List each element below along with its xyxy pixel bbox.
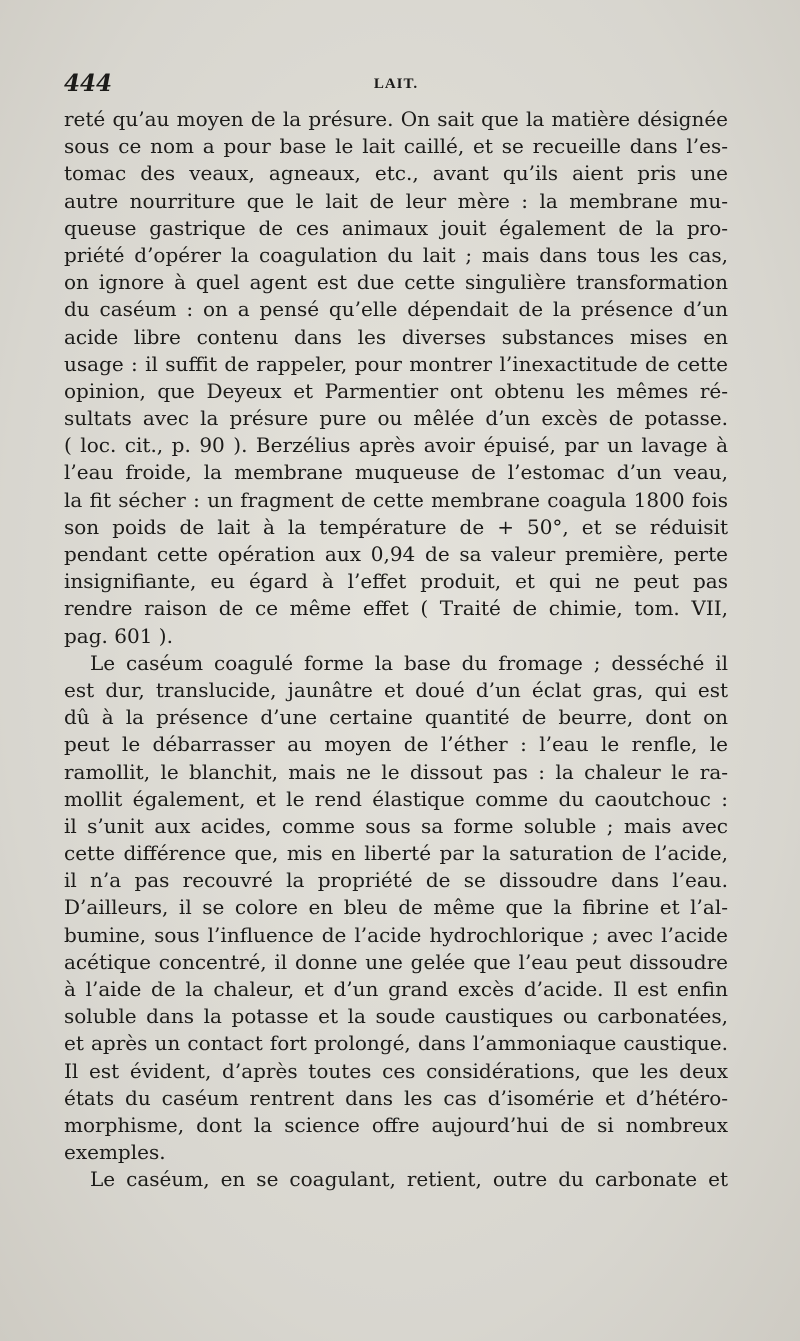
text-line: cette différence que, mis en liberté par la saturation de l’acide, <box>64 841 728 866</box>
text-line: tomac des veaux, agneaux, etc., avant qu’ils aient pris une <box>64 161 728 186</box>
text-line: exemples. <box>64 1140 166 1165</box>
text-line: à l’aide de la chaleur, et d’un grand excès d’acide. Il est enfin <box>64 977 728 1001</box>
text-line: reté qu’au moyen de la présure. On sait que la matière désignée <box>64 107 728 131</box>
text-line: bumine, sous l’influence de l’acide hydrochlorique ; avec l’acide <box>64 922 728 947</box>
text-line: pendant cette opération aux 0,94 de sa valeur première, perte <box>64 542 728 566</box>
page-header <box>64 70 728 100</box>
text-line: opinion, que Deyeux et Parmentier ont obtenu les mêmes ré- <box>64 378 728 403</box>
text-line: Il est évident, d’après toutes ces considérations, que les deux <box>64 1058 728 1083</box>
text-line: l’eau froide, la membrane muqueuse de l’estomac d’un veau, <box>64 460 728 485</box>
text-line: pag. 601 ). <box>64 623 173 648</box>
text-line: peut le débarrasser au moyen de l’éther : l’eau le renfle, le <box>64 732 728 757</box>
text-line: Le caséum, en se coagulant, retient, outre du carbonate et <box>90 1167 728 1192</box>
text-line: priété d’opérer la coagulation du lait ; mais dans tous les cas, <box>64 242 728 267</box>
text-line: la fit sécher : un fragment de cette membrane coagula 1800 fois <box>64 487 728 512</box>
text-line: états du caséum rentrent dans les cas d’isomérie et d’hétéro- <box>64 1085 728 1110</box>
text-line: mollit également, et le rend élastique comme du caoutchouc : <box>64 786 728 811</box>
page-number: 444 <box>64 70 113 97</box>
text-line: ( loc. cit., p. 90 ). Berzélius après avoir épuisé, par un lavage à <box>64 433 728 458</box>
text-line: dû à la présence d’une certaine quantité de beurre, dont on <box>64 705 728 730</box>
text-line: son poids de lait à la température de + 50°, et se réduisit <box>64 514 728 539</box>
body-text <box>64 106 728 1194</box>
text-line: est dur, translucide, jaunâtre et doué d’un éclat gras, qui est <box>64 677 728 702</box>
text-line: sous ce nom a pour base le lait caillé, et se recueille dans l’es- <box>64 134 728 159</box>
text-line: sultats avec la présure pure ou mêlée d’un excès de potasse. <box>64 406 728 431</box>
text-line: insignifiante, eu égard à l’effet produit, et qui ne peut pas <box>64 569 728 594</box>
text-line: Le caséum coagulé forme la base du fromage ; desséché il <box>90 650 728 675</box>
text-line: D’ailleurs, il se colore en bleu de même que la fibrine et l’al- <box>64 895 728 920</box>
text-line: autre nourriture que le lait de leur mère : la membrane mu- <box>64 188 728 213</box>
text-line: usage : il suffit de rappeler, pour montrer l’inexactitude de cette <box>64 351 728 376</box>
text-line: morphisme, dont la science offre aujourd’hui de si nombreux <box>64 1112 728 1137</box>
text-line: acétique concentré, il donne une gelée que l’eau peut dissoudre <box>64 949 728 974</box>
running-head: LAIT. <box>373 76 419 92</box>
text-line: soluble dans la potasse et la soude caustiques ou carbonatées, <box>64 1004 728 1029</box>
text-line: du caséum : on a pensé qu’elle dépendait de la présence d’un <box>64 297 728 322</box>
text-line: acide libre contenu dans les diverses substances mises en <box>64 324 728 349</box>
text-line: rendre raison de ce même effet ( Traité de chimie, tom. VII, <box>64 596 728 621</box>
text-line: il s’unit aux acides, comme sous sa forme soluble ; mais avec <box>64 813 728 838</box>
text-line: et après un contact fort prolongé, dans l’ammoniaque caustique. <box>64 1031 728 1056</box>
text-line: queuse gastrique de ces animaux jouit également de la pro- <box>64 215 728 240</box>
text-line: on ignore à quel agent est due cette singulière transformation <box>64 270 728 295</box>
text-line: ramollit, le blanchit, mais ne le dissout pas : la chaleur le ra- <box>64 759 728 784</box>
text-line: il n’a pas recouvré la propriété de se dissoudre dans l’eau. <box>64 868 728 893</box>
